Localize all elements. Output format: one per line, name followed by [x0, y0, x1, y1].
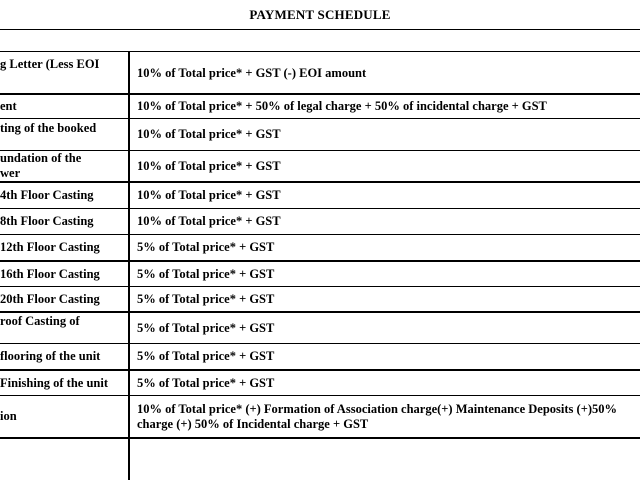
stage-cell: 20th Floor Casting — [0, 291, 100, 306]
payment-cell: 10% of Total price* + GST (-) EOI amount — [137, 65, 367, 80]
table-row — [0, 262, 126, 286]
table-row — [0, 313, 126, 344]
stage-cell: 4th Floor Casting — [0, 188, 94, 202]
table-row — [0, 235, 126, 260]
payment-cell: 10% of Total price* (+) Formation of Association charge(+) Maintenance Deposits (+)50% charge (+) 50% of Incidental charge + GST — [137, 401, 617, 431]
payment-cell: 10% of Total price* + GST — [137, 158, 281, 173]
stage-cell: ion — [0, 409, 17, 423]
payment-cell: 5% of Total price* + GST — [137, 349, 275, 363]
table-row — [137, 262, 640, 286]
table-row — [0, 183, 126, 208]
table-row — [0, 439, 126, 480]
table-rule — [0, 29, 640, 30]
stage-cell: ent — [0, 99, 17, 113]
table-row — [137, 439, 640, 480]
table-row — [137, 396, 640, 437]
table-row — [0, 344, 126, 369]
payment-cell: 5% of Total price* + GST — [137, 375, 275, 390]
stage-cell: undation of the wer — [0, 151, 82, 180]
payment-cell: 10% of Total price* + GST — [137, 188, 281, 202]
table-row — [0, 53, 126, 97]
table-row — [0, 287, 126, 311]
payment-cell: 10% of Total price* + 50% of legal charge + 50% of incidental charge + GST — [137, 99, 547, 113]
table-row — [137, 53, 640, 93]
table-row — [0, 95, 126, 118]
stage-cell: g Letter (Less EOI — [0, 57, 100, 71]
table-row — [137, 209, 640, 234]
table-rule — [0, 51, 640, 52]
payment-cell: 5% of Total price* + GST — [137, 320, 275, 335]
payment-cell: 5% of Total price* + GST — [137, 266, 275, 281]
table-title: PAYMENT SCHEDULE — [249, 7, 391, 22]
table-row — [137, 313, 640, 343]
payment-cell: 5% of Total price* + GST — [137, 240, 275, 254]
stage-cell: 16th Floor Casting — [0, 266, 100, 281]
table-row — [0, 209, 126, 234]
stage-cell: 8th Floor Casting — [0, 214, 94, 228]
stage-cell: ting of the booked — [0, 121, 97, 135]
stage-cell: 12th Floor Casting — [0, 240, 100, 254]
table-row — [137, 95, 640, 118]
payment-cell: 10% of Total price* + GST — [137, 127, 281, 141]
table-row — [137, 235, 640, 260]
payment-cell: 5% of Total price* + GST — [137, 291, 275, 306]
table-row — [0, 371, 126, 395]
table-row — [137, 344, 640, 369]
stage-cell: roof Casting of — [0, 314, 80, 328]
stage-cell: Finishing of the unit — [0, 375, 109, 390]
table-row — [137, 119, 640, 150]
column-divider — [128, 52, 130, 480]
table-row — [0, 119, 126, 152]
table-row — [137, 371, 640, 395]
table-row — [137, 287, 640, 311]
stage-cell: flooring of the unit — [0, 349, 101, 363]
table-row — [137, 183, 640, 208]
table-row — [0, 396, 126, 437]
table-row — [137, 151, 640, 181]
table-row — [0, 151, 126, 181]
payment-cell: 10% of Total price* + GST — [137, 214, 281, 228]
